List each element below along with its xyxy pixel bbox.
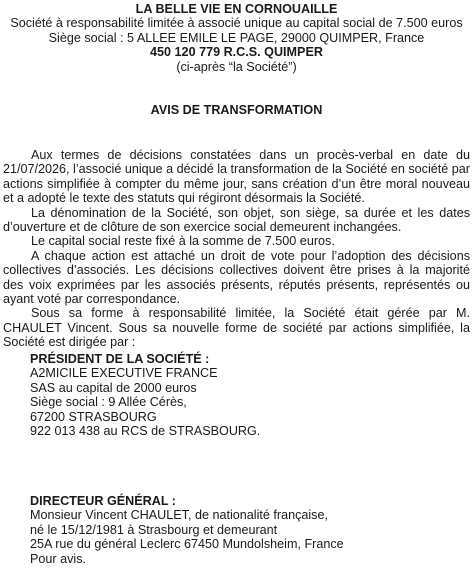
paragraph-voting: A chaque action est attaché un droit de vote pour l’adoption des décisions collectives d’associés. Les décisions collectives doivent être prises à la majorité des voix exprimées par les associés présents, réputés présents, représentés ou ayant voté par correspondance. [3,248,470,307]
directeur-line: Monsieur Vincent CHAULET, de nationalité française, [30,508,328,523]
directeur-heading: DIRECTEUR GÉNÉRAL : [30,494,177,508]
president-line: 922 013 438 au RCS de STRASBOURG. [30,423,261,438]
company-legal-form: Société à responsabilité limitée à associé unique au capital social de 7.500 euros [10,16,463,31]
paragraph-denomination: La dénomination de la Société, son objet, son siège, sa durée et les dates d’ouverture et de clôture de son exercice social demeurent inchangées. [3,205,470,235]
company-name: LA BELLE VIE EN CORNOUAILLE [135,2,338,16]
notice-title: AVIS DE TRANSFORMATION [150,103,323,117]
directeur-block [30,494,450,566]
president-line: SAS au capital de 2000 euros [30,380,197,395]
company-siege: Siège social : 5 ALLEE EMILE LE PAGE, 29000 QUIMPER, France [48,30,425,45]
president-line: A2MICILE EXECUTIVE FRANCE [30,366,218,381]
paragraph-management: Sous sa forme à responsabilité limitée, la Société était gérée par M. CHAULET Vincent. Sous sa nouvelle forme de société par actions simplifiée, la Société est dirigée par : [3,306,470,350]
president-block [30,352,450,438]
directeur-line: Pour avis. [30,551,86,566]
company-alias: (ci-après “la Société”) [176,59,297,74]
directeur-line: 25A rue du général Leclerc 67450 Mundolsheim, France [30,537,344,552]
directeur-line: né le 15/12/1981 à Strasbourg et demeurant [30,522,278,537]
president-line: Siège social : 9 Allée Cérès, [30,395,187,410]
paragraph-capital: Le capital social reste fixé à la somme de 7.500 euros. [31,234,335,249]
company-rcs: 450 120 779 R.C.S. QUIMPER [150,45,323,60]
notice-body [3,148,470,350]
paragraph-decision: Aux termes de décisions constatées dans un procès-verbal en date du 21/07/2026, l’associé unique a décidé la transformation de la Société en société par actions simplifiée à compter du même jour, sans création d’un être moral nouveau et a adopté le texte des statuts qui régiront désormais la Société. [3,148,470,206]
president-line: 67200 STRASBOURG [30,409,157,424]
president-heading: PRÉSIDENT DE LA SOCIÉTÉ : [30,352,210,366]
company-header [0,2,473,74]
